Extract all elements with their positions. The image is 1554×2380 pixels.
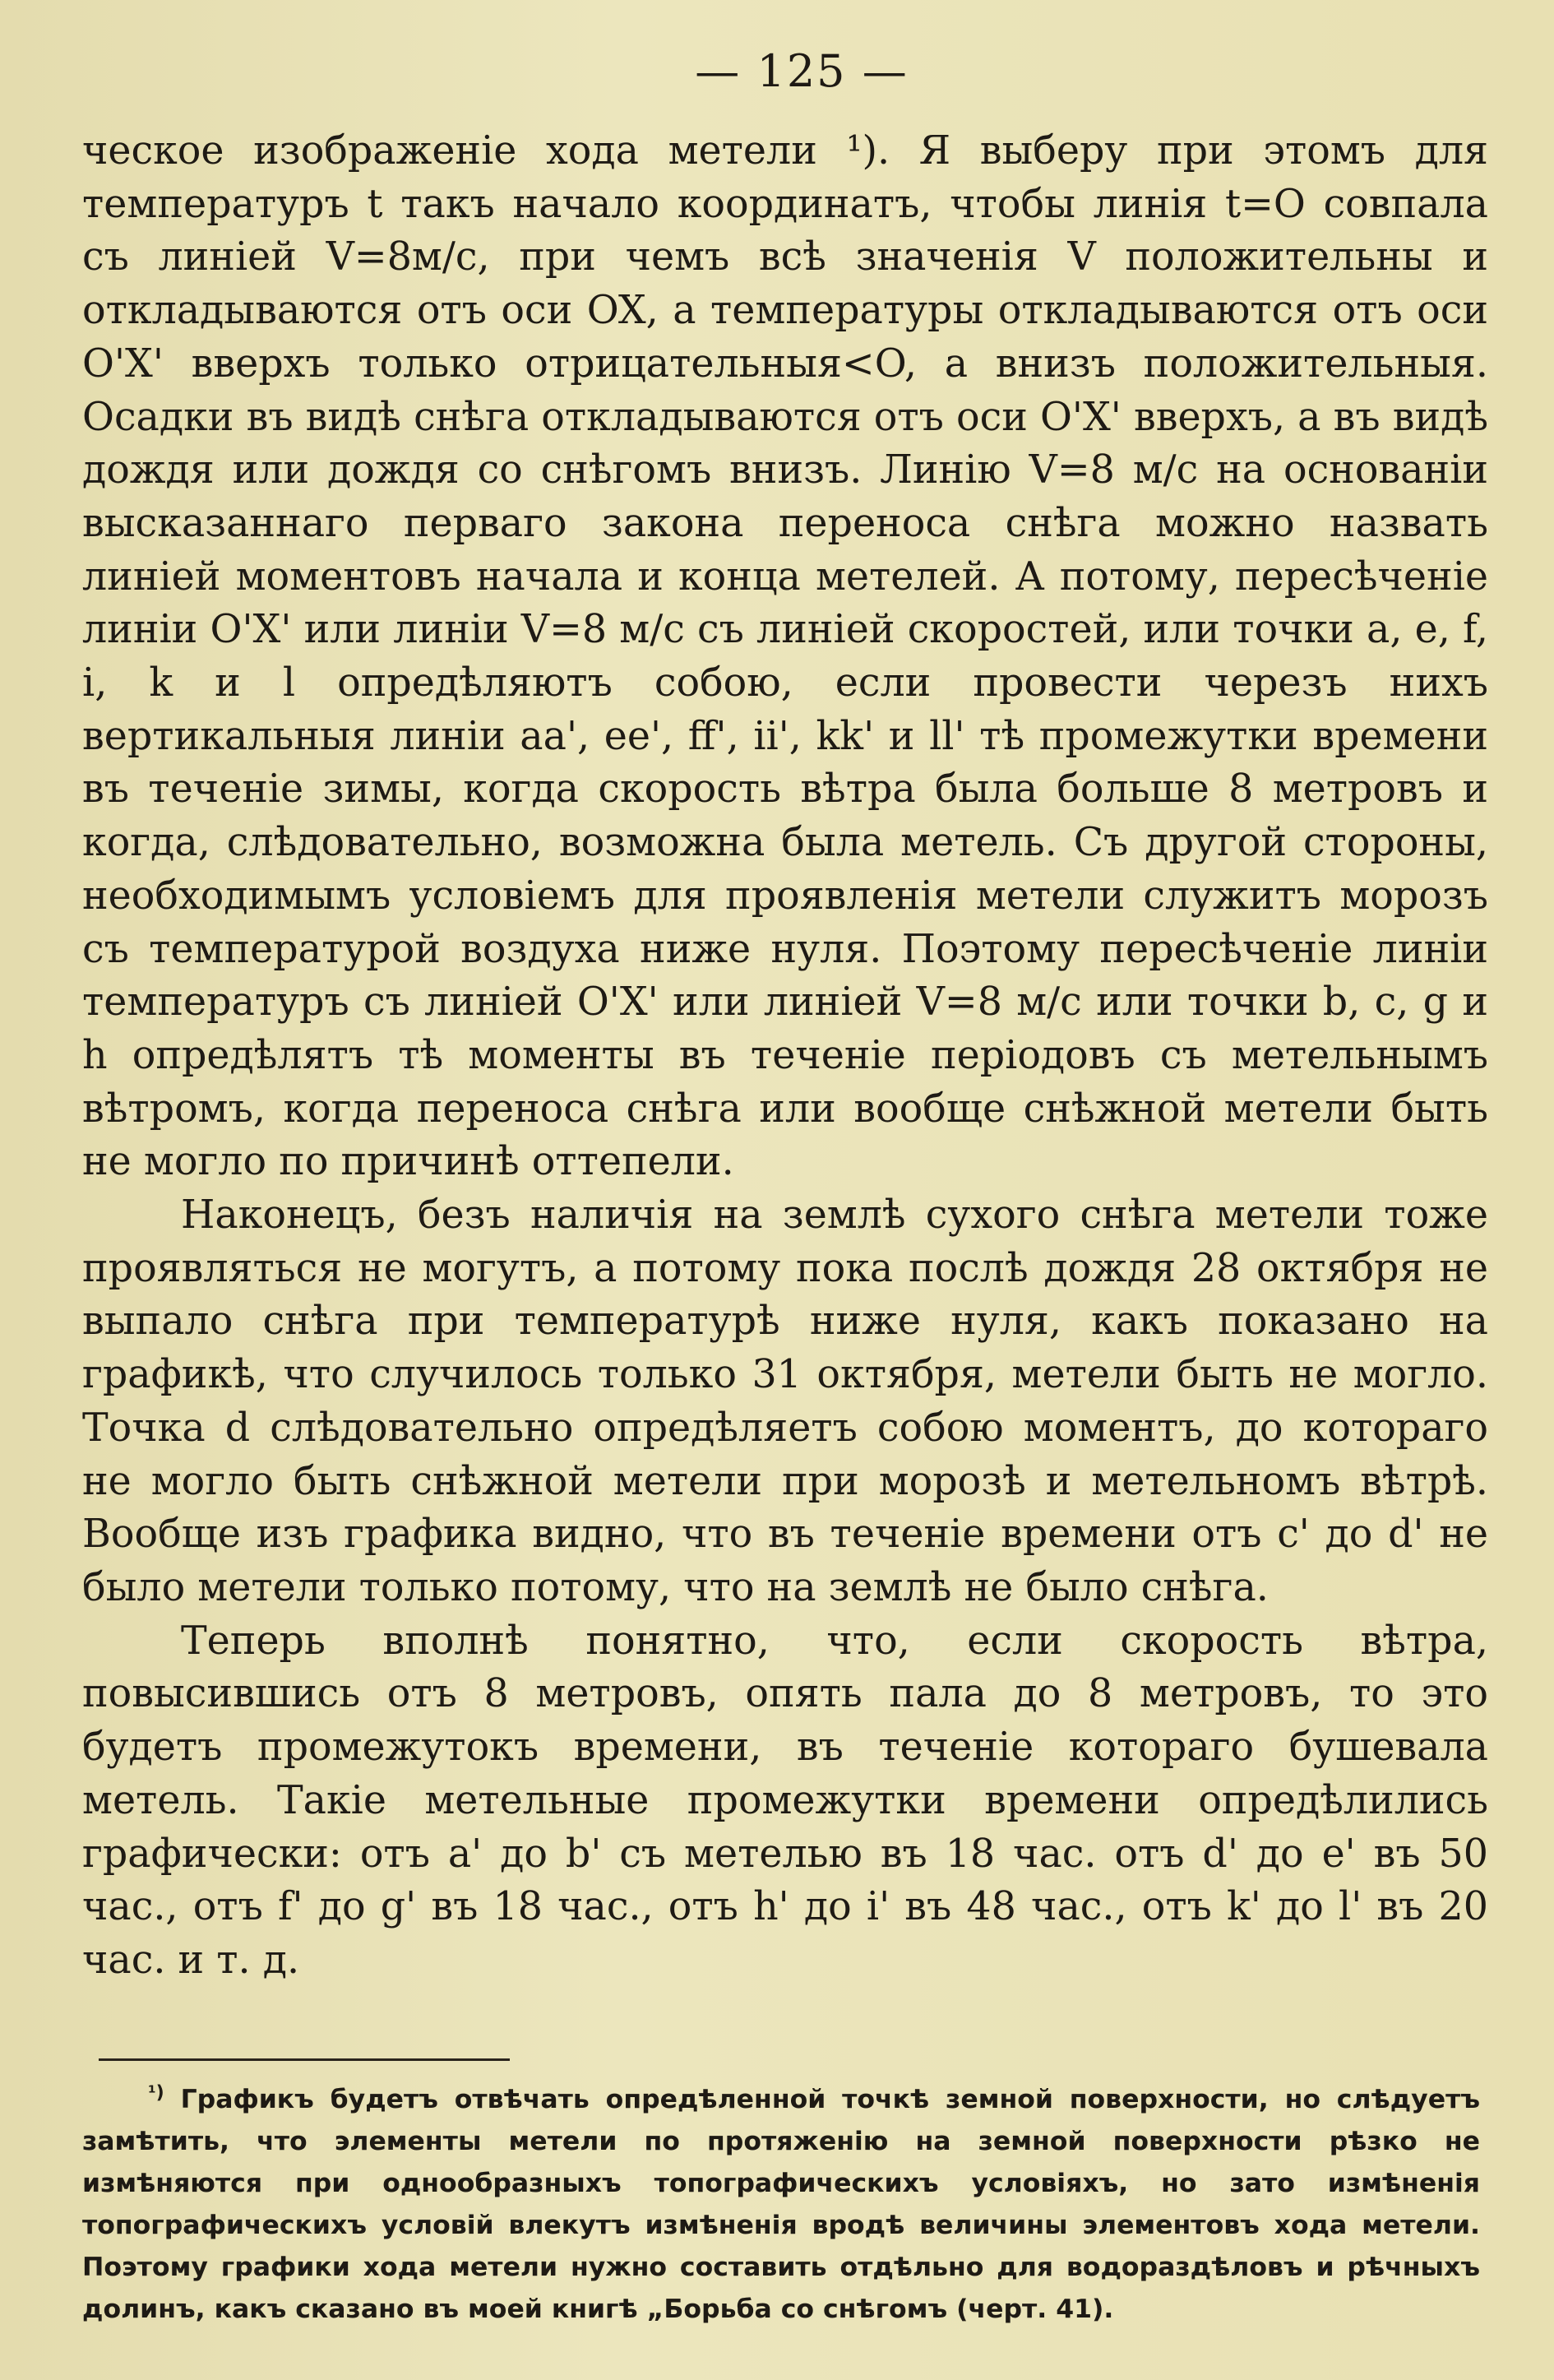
paragraph-3: Теперь вполнѣ понятно, что, если скорость вѣтра, повысившись отъ 8 метровъ, опять пала до 8 метровъ, то это будетъ промежутокъ времени, въ теченiе котораго бушевала метель. Такiе метельные промежутки времени опредѣлились графически: отъ a' до b' съ метелью въ 18 час. отъ d' до e' въ 50 час., отъ f' до g' въ 18 час., отъ h' до i' въ 48 час., отъ k' до l' въ 20 час. и т. д. [82,1618,1488,1983]
paragraph-1: ческое изображенiе хода метели ¹). Я выберу при этомъ для температуръ t такъ начало координатъ, чтобы линiя t=O совпала съ линiей V=8м/с, при чемъ всѣ значенiя V положительны и откладываются отъ оси OX, а температуры откладываются отъ оси O'X' вверхъ только отрицательныя<O, а внизъ положительныя. Осадки въ видѣ снѣга откладываются отъ оси O'X' вверхъ, а въ видѣ дождя или дождя со снѣгомъ внизъ. Линiю V=8 м/с на основанiи высказаннаго перваго закона переноса снѣга можно назвать линiей моментовъ начала и конца метелей. А потому, пересѣченiе линiи O'X' или линiи V=8 м/с съ линiей скоростей, или точки a, e, f, i, k и l опредѣляютъ собою, если провести черезъ нихъ вертикальныя линiи aa', ee', ff', ii', kk' и ll' тѣ промежутки времени въ теченiе зимы, когда скорость вѣтра была больше 8 метровъ и когда, слѣдовательно, возможна была метель. Съ другой стороны, необходимымъ условiемъ для проявленiя метели служитъ морозъ съ температурой воздуха ниже нуля. Поэтому пересѣченiе линiи температуръ съ линiей O'X' или линiей V=8 м/с или точки b, c, g и h опредѣлятъ тѣ моменты въ теченiе перiодовъ съ метельнымъ вѣтромъ, когда переноса снѣга или вообще снѣжной метели быть не могло по причинѣ оттепели. [82,128,1488,1185]
footnote-text: Графикъ будетъ отвѣчать опредѣленной точкѣ земной поверхности, но слѣдуетъ замѣтить, что элементы метели по протяженiю на земной поверхности рѣзко не измѣняются при однообразныхъ топографическихъ условiяхъ, но зато измѣненiя топографическихъ условiй влекутъ измѣненiя вродѣ величины элементовъ хода метели. Поэтому графики хода метели нужно составить отдѣльно для водораздѣловъ и рѣчныхъ долинъ, какъ сказано въ моей книгѣ „Борьба со снѣгомъ (черт. 41). [82,2084,1480,2324]
footnote-mark: ¹) [148,2082,164,2104]
body-text [82,125,1488,1988]
page-number: — 125 — [695,45,909,97]
footnotes [82,2079,1488,2331]
footnote-divider [99,2058,510,2061]
footnote-1 [82,2079,1480,2331]
paragraph-2: Наконецъ, безъ наличiя на землѣ сухого снѣга метели тоже проявляться не могутъ, а потому пока послѣ дождя 28 октября не выпало снѣга при температурѣ ниже нуля, какъ показано на графикѣ, что случилось только 31 октября, метели быть не могло. Точка d слѣдовательно опредѣляетъ собою моментъ, до котораго не могло быть снѣжной метели при морозѣ и метельномъ вѣтрѣ. Вообще изъ графика видно, что въ теченiе времени отъ c' до d' не было метели только потому, что на землѣ не было снѣга. [82,1192,1488,1610]
